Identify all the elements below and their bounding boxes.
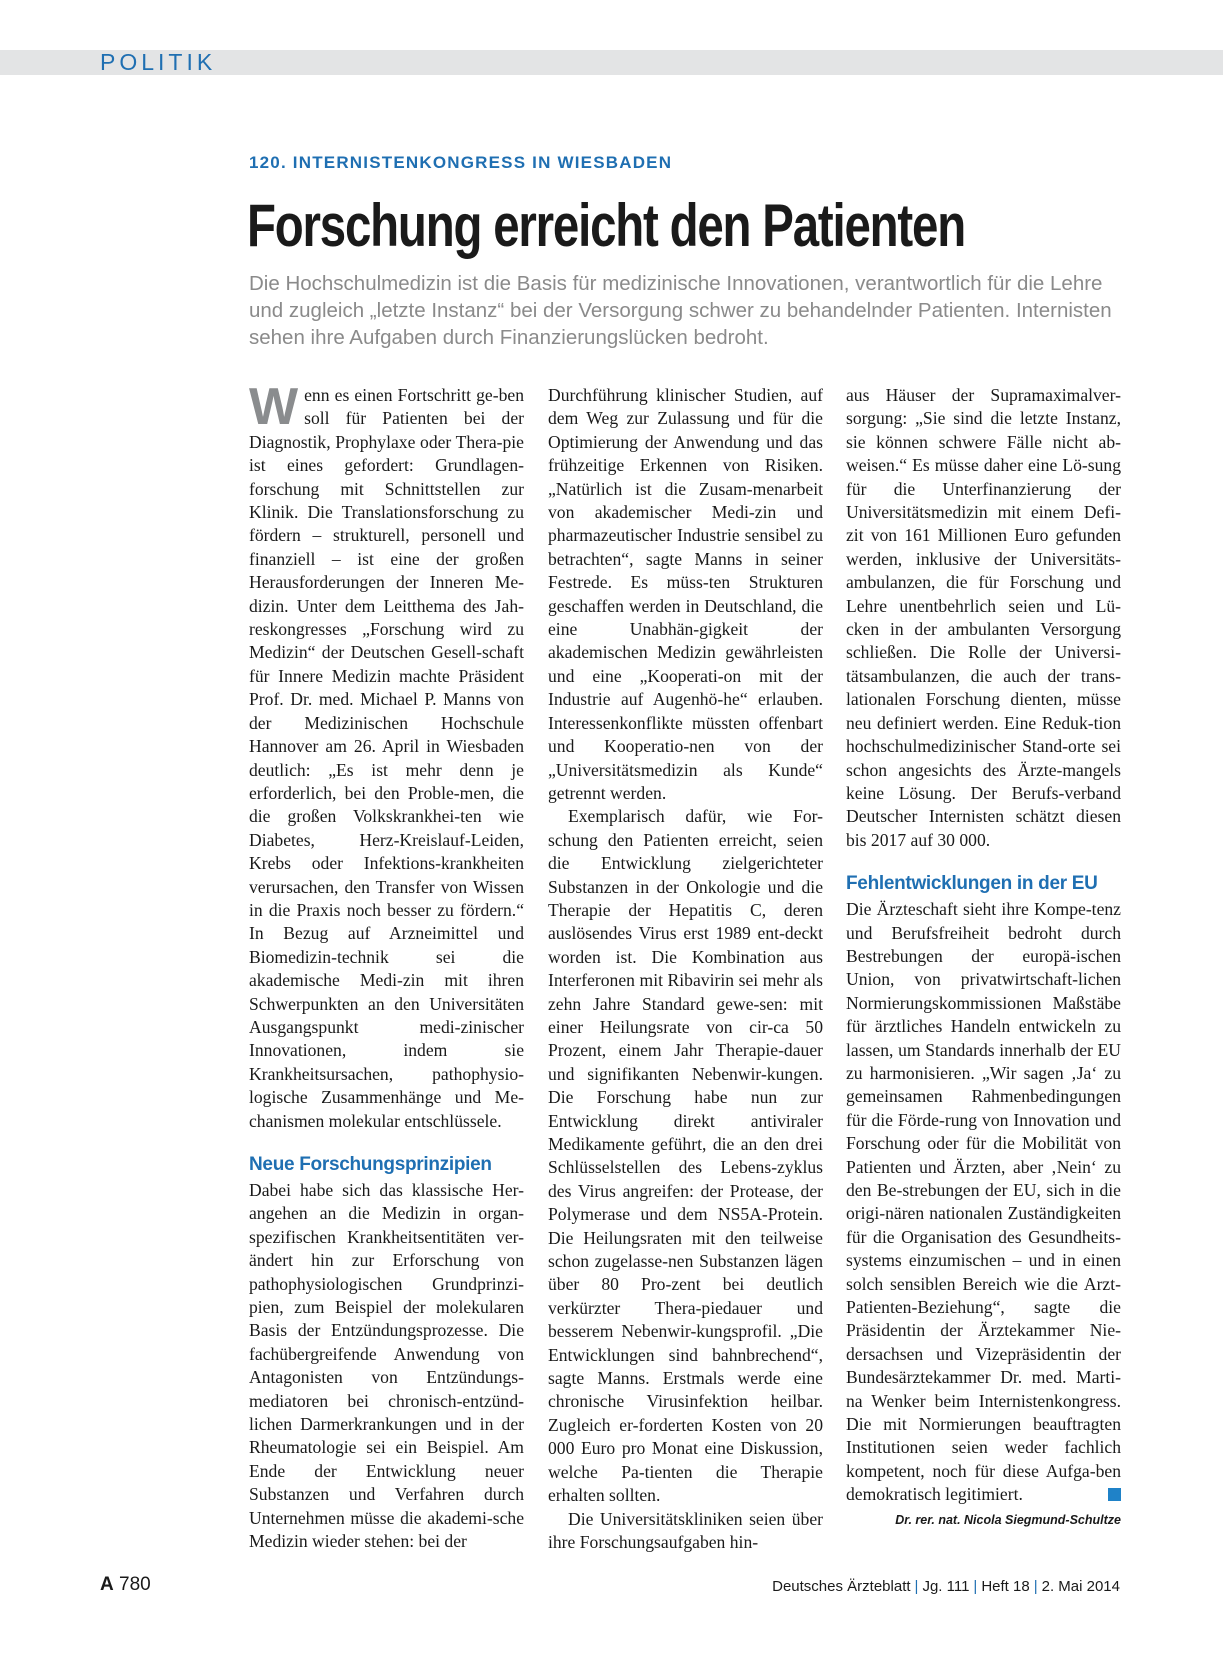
journal-date: 2. Mai 2014 [1041,1578,1120,1595]
journal-name: Deutsches Ärzteblatt [772,1578,911,1595]
paragraph-2: Dabei habe sich das klassische Her-angehen an die Medizin in organ-spezifischen Krankheitsentitäten ver-ändert hin zur Erforschung von pathophysiologischen Grundprinzi-pien, zum Beispiel der molekularen Basis der Entzündungsprozesse. Die fachübergreifende Anwendung von Antagonisten von Entzündungs-mediatoren bei chronisch-entzünd-lichen Darmerkrankungen und in der Rheumatologie sei ein Beispiel. Am Ende der Entwicklung neuer Substanzen und Verfahren durch Unternehmen müsse die akademi-sche Medizin wieder stehen: bei der [249,1180,524,1552]
article-author: Dr. rer. nat. Nicola Siegmund-Schultze [895,1512,1121,1527]
footer-citation [772,1578,1120,1595]
page-number [100,1574,151,1596]
article-lead: Die Hochschulmedizin ist die Basis für medizinische Innovationen, verantwortlich für die Lehre und zugleich „letzte Instanz“ bei der Versorgung schwer zu behandelnder Patienten. Internisten sehen ihre Aufgaben durch Finanzierungslücken bedroht. [249,272,1112,349]
page-number-value: 780 [119,1574,151,1595]
journal-volume: Jg. 111 [922,1578,970,1595]
footer-separator: | [973,1578,978,1595]
subheading-neue-forschungsprinzipien: Neue Forschungsprinzipien [249,1154,492,1175]
paragraph-1-text: enn es einen Fortschritt ge-ben soll für Patienten bei der Diagnostik, Prophylaxe oder Thera-pie ist eines gefordert: Grundlagen-forschung mit Schnittstellen zur Klinik. Die Translationsforschung zu fördern – strukturell, personell und finanziell – ist eine der großen Herausforderungen der Inneren Me-dizin. Unter dem Leitthema des Jah-reskongresses „Forschung wird zu Medizin“ der Deutschen Gesell-schaft für Innere Medizin machte Präsident Prof. Dr. med. Michael P. Manns von der Medizinischen Hochschule Hannover am 26. April in Wiesbaden deutlich: „Es ist mehr denn je erforderlich, bei den Proble-men, die die großen Volkskrankhei-ten wie Diabetes, Herz-Kreislauf-Leiden, Krebs oder Infektions-krankheiten verursachen, den Transfer von Wissen in die Praxis noch besser zu fördern.“ In Bezug auf Arzneimittel und Biomedizin-technik sei die akademische Medi-zin mit ihren Schwerpunkten an den Universitäten Ausgangspunkt medi-zinischer Innovationen, indem sie Krankheitsursachen, pathophysio-logische Zusammenhänge und Me-chanismen molekular entschlüssele. [249,385,524,1131]
article-kicker: 120. INTERNISTENKONGRESS IN WIESBADEN [249,153,673,172]
page-prefix: A [100,1574,114,1595]
paragraph-4: Exemplarisch dafür, wie For-schung den Patienten erreicht, seien die Entwicklung zielgerichteter Substanzen in der Onkologie und die Therapie der Hepatitis C, deren auslösendes Virus erst 1989 ent-deckt worden ist. Die Kombination aus Interferonen mit Ribavirin sei mehr als zehn Jahre Standard gewe-sen: mit einer Heilungsrate von cir-ca 50 Prozent, einem Jahr Therapie-dauer und signifikanten Nebenwir-kungen. Die Forschung habe nun zur Entwicklung direkt antiviraler Medikamente geführt, die an den drei Schlüsselstellen des Lebens-zyklus des Virus angreifen: der Protease, der Polymerase und dem NS5A-Protein. Die Heilungsraten mit den teilweise schon zugelasse-nen Substanzen lägen über 80 Pro-zent bei deutlich verkürzter Thera-piedauer und besserem Nebenwir-kungsprofil. „Die Entwicklungen sind bahnbrechend“, sagte Manns. Erstmals werde eine chronische Virusinfektion heilbar. Zugleich er-forderten Kosten von 20 000 Euro pro Monat eine Diskussion, welche Pa-tienten die Therapie erhalten sollten. [548,806,823,1506]
article-headline: Forschung erreicht den Patienten [247,192,965,259]
text-column-2 [548,384,823,1554]
paragraph-5: Die Universitätskliniken seien über ihre Forschungsaufgaben hin- [548,1508,823,1552]
section-label: POLITIK [100,49,217,75]
drop-cap: W [249,378,299,436]
paragraph-7 [846,898,1121,1507]
footer-separator: | [1033,1578,1038,1595]
text-column-3 [846,384,1121,1532]
text-column-1 [249,378,524,1554]
paragraph-6: aus Häuser der Supramaximalver-sorgung: „Sie sind die letzte Instanz, sie können schwere Fälle nicht ab-weisen.“ Es müsse daher eine Lö-sung für die Unterfinanzierung der Universitätsmedizin mit einem Defi-zit von 161 Millionen Euro gefunden werden, inklusive der Universitäts-ambulanzen, die für Forschung und Lehre unentbehrlich seien und Lü-cken in der ambulanten Versorgung schließen. Die Rolle der Universi-tätsambulanzen, die auch der trans-lationalen Forschung dienten, müsse neu definiert werden. Eine Reduk-tion hochschulmedizinischer Stand-orte sei schon angesichts des Ärzte-mangels keine Lösung. Der Berufs-verband Deutscher Internisten schätzt diesen bis 2017 auf 30 000. [846,385,1121,850]
journal-issue: Heft 18 [981,1578,1030,1595]
paragraph-3: Durchführung klinischer Studien, auf dem Weg zur Zulassung und für die Optimierung der Anwendung und das frühzeitige Erkennen von Risiken. „Natürlich ist die Zusam-menarbeit von akademischer Medi-zin und pharmazeutischer Industrie sensibel zu betrachten“, sagte Manns in seiner Festrede. Es müss-ten Strukturen geschaffen werden in Deutschland, die eine Unabhän-gigkeit der akademischen Medizin gewährleisten und eine „Kooperati-on mit der Industrie auf Augenhö-he“ erlauben. Interessenkonflikte müssten offenbart und Kooperatio-nen von der „Universitätsmedizin als Kunde“ getrennt werden. [548,385,823,803]
paragraph-7-text: Die Ärzteschaft sieht ihre Kompe-tenz und Berufsfreiheit bedroht durch Bestrebungen der europä-ischen Union, von privatwirtschaft-lichen Normierungskommissionen Maßstäbe für ärztliches Handeln entwickeln zu lassen, um Standards innerhalb der EU zu harmonisieren. „Wir sagen ‚Ja‘ zu gemeinsamen Rahmenbedingungen für die Förde-rung von Innovation und Forschung oder für die Mobilität von Patienten und Ärzten, aber ‚Nein‘ zu den Be-strebungen der EU, sich in die origi-nären nationalen Zuständigkeiten für die Organisation des Gesundheits-systems einzumischen – und in einen solch sensiblen Bereich wie die Arzt-Patienten-Beziehung“, sagte die Präsidentin der Ärztekammer Nie-dersachsen und Vizepräsidentin der Bundesärztekammer Dr. med. Marti-na Wenker beim Internistenkongress. Die mit Normierungen beauftragten Institutionen seien weder fachlich kompetent, noch für diese Aufga-ben demokratisch legitimiert. [846,899,1121,1505]
subheading-fehlentwicklungen: Fehlentwicklungen in der EU [846,873,1098,895]
paragraph-1 [249,378,524,1133]
footer-separator: | [914,1578,919,1595]
end-square-icon [1108,1488,1121,1501]
section-bar [0,50,1223,75]
